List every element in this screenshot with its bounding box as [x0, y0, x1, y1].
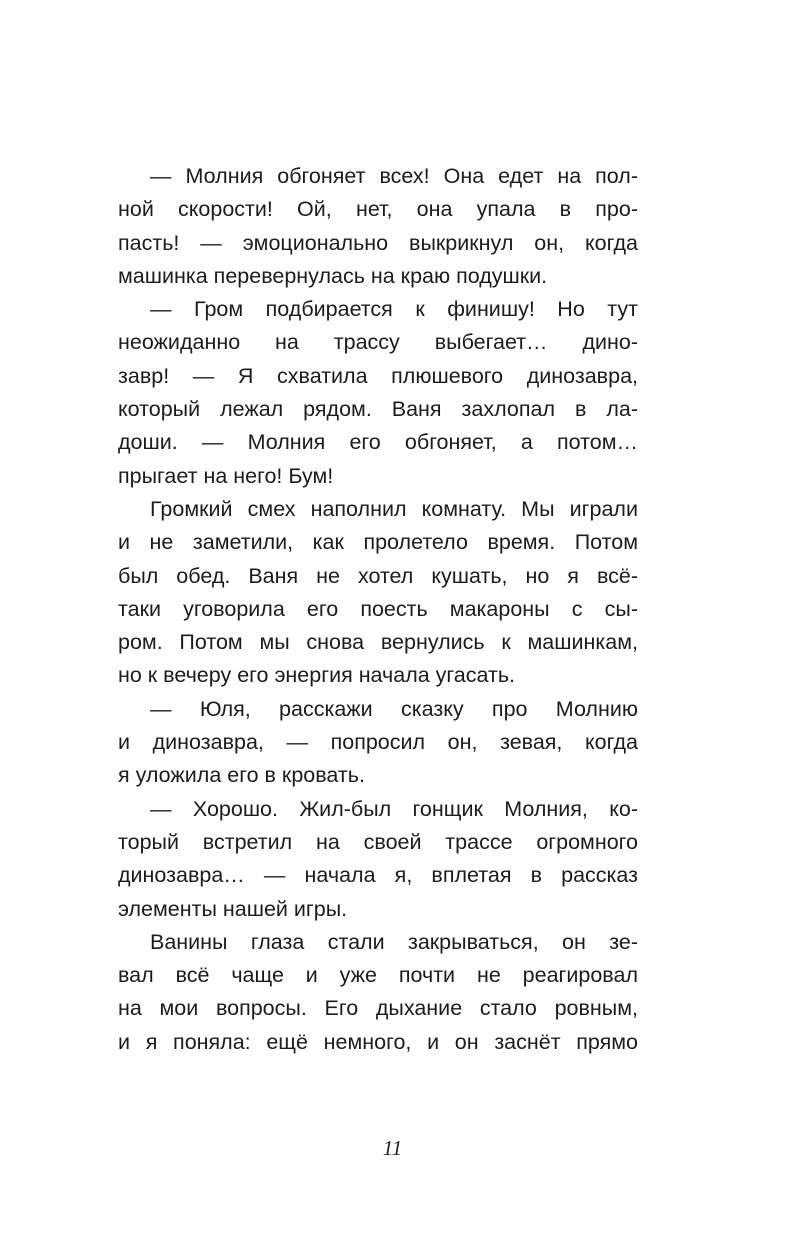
- text-line: ной скорости! Ой, нет, она упала в про-: [118, 197, 638, 222]
- text-line: ром. Потом мы снова вернулись к машинкам,: [118, 630, 638, 655]
- text-line: Громкий смех наполнил комнату. Мы играли: [150, 496, 638, 521]
- text-line: и динозавра, — попросил он, зевая, когда: [118, 730, 638, 755]
- text-line: и не заметили, как пролетело время. Потом: [118, 530, 638, 555]
- text-line: — Юля, расскажи сказку про Молнию: [150, 696, 638, 721]
- text-line: неожиданно на трассу выбегает… дино-: [118, 330, 638, 355]
- text-line: прыгает на него! Бум!: [118, 463, 334, 488]
- text-line: на мои вопросы. Его дыхание стало ровным,: [118, 996, 638, 1021]
- text-line: вал всё чаще и уже почти не реагировал: [118, 963, 638, 988]
- page-number: 11: [382, 1136, 403, 1160]
- text-line: — Молния обгоняет всех! Она едет на пол-: [150, 164, 638, 188]
- text-line: — Гром подбирается к финишу! Но тут: [150, 297, 638, 322]
- text-line: который лежал рядом. Ваня захлопал в ла-: [118, 397, 638, 422]
- text-line: Ванины глаза стали закрываться, он зе-: [150, 929, 638, 954]
- text-line: я уложила его в кровать.: [118, 763, 365, 788]
- text-line: доши. — Молния его обгоняет, а потом…: [118, 430, 638, 455]
- text-line: таки уговорила его поесть макароны с сы-: [118, 596, 638, 621]
- text-line: завр! — Я схватила плюшевого динозавра,: [118, 363, 638, 388]
- text-line: пасть! — эмоционально выкрикнул он, когда: [118, 230, 638, 255]
- text-line: элементы нашей игры.: [118, 896, 348, 921]
- text-line: — Хорошо. Жил-был гонщик Молния, ко-: [150, 796, 638, 821]
- text-line: и я поняла: ещё немного, и он заснёт прямо: [118, 1029, 638, 1054]
- text-line: торый встретил на своей трассе огромного: [118, 829, 638, 854]
- body-text: [118, 160, 638, 1059]
- text-line: был обед. Ваня не хотел кушать, но я всё-: [118, 563, 638, 588]
- text-line: машинка перевернулась на краю подушки.: [118, 263, 548, 288]
- text-line: динозавра… — начала я, вплетая в рассказ: [118, 863, 638, 888]
- text-line: но к вечеру его энергия начала угасать.: [118, 663, 516, 688]
